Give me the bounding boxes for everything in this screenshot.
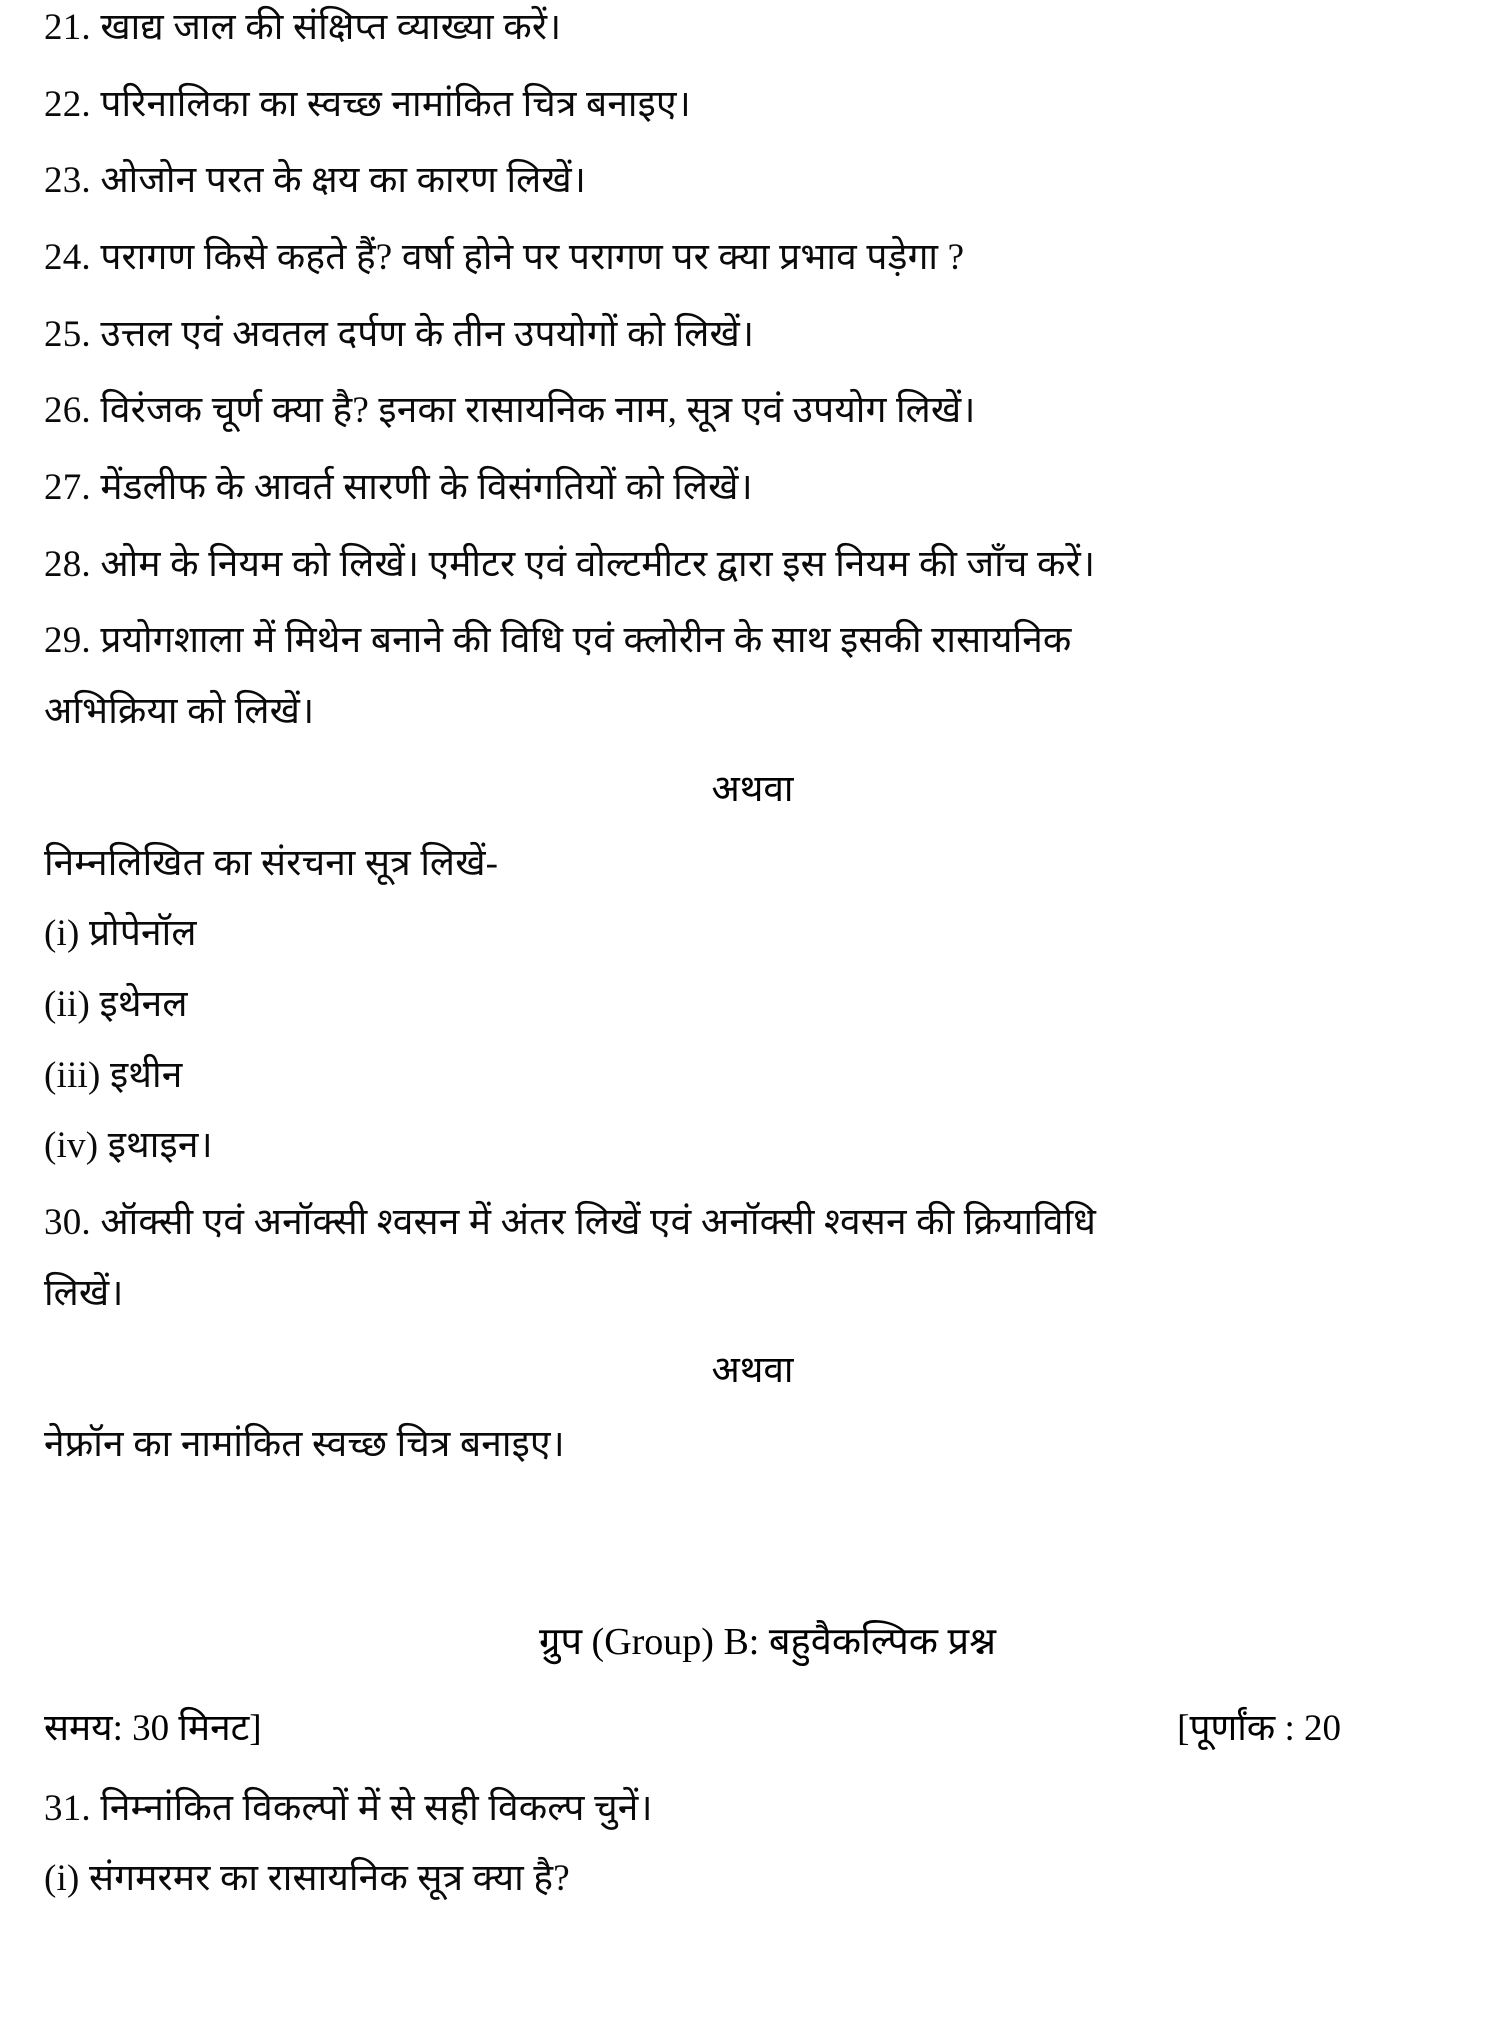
question-29-alt-item-iv <box>44 1124 1461 1168</box>
question-31 <box>44 1781 1461 1831</box>
question-number: 22. <box>44 83 91 125</box>
question-29-alt-item-iii <box>44 1054 1461 1098</box>
question-number: 24. <box>44 236 91 278</box>
question-number: 29. <box>44 620 91 662</box>
group-b-meta-row <box>44 1700 1461 1751</box>
question-31-sub-item-i <box>44 1857 1461 1901</box>
question-28 <box>44 537 1461 587</box>
question-number: 21. <box>44 7 91 48</box>
full-marks-label: [पूर्णांक : 20 <box>1177 1707 1341 1749</box>
alternative-separator-29: अथवा <box>711 768 794 810</box>
item-marker: (i) <box>44 913 80 955</box>
question-number: 26. <box>44 390 91 432</box>
question-30 <box>44 1195 1461 1245</box>
question-text-line-2: अभिक्रिया को लिखें। <box>44 690 315 732</box>
question-text: उत्तल एवं अवतल दर्पण के तीन उपयोगों को लिखें। <box>100 313 755 355</box>
question-text: ओजोन परत के क्षय का कारण लिखें। <box>100 160 587 202</box>
item-text: संगमरमर का रासायनिक सूत्र क्या है? <box>88 1858 570 1900</box>
question-30-alt-text: नेफ्रॉन का नामांकित स्वच्छ चित्र बनाइए। <box>44 1424 565 1466</box>
alternative-separator-30: अथवा <box>711 1350 794 1392</box>
question-text-line-1: प्रयोगशाला में मिथेन बनाने की विधि एवं क्लोरीन के साथ इसकी रासायनिक <box>100 620 1072 662</box>
question-text-line-2: लिखें। <box>44 1272 124 1314</box>
time-allotted-label: समय: 30 मिनट] <box>44 1707 262 1749</box>
question-22 <box>44 77 1461 127</box>
question-29-continuation <box>44 690 1461 734</box>
item-text: इथेनल <box>99 983 188 1025</box>
question-text: विरंजक चूर्ण क्या है? इनका रासायनिक नाम, सूत्र एवं उपयोग लिखें। <box>100 390 976 432</box>
item-marker: (iv) <box>44 1125 99 1167</box>
question-26 <box>44 383 1461 433</box>
question-text: परागण किसे कहते हैं? वर्षा होने पर परागण पर क्या प्रभाव पड़ेगा ? <box>100 236 965 278</box>
question-number: 30. <box>44 1201 91 1243</box>
item-text: प्रोपेनॉल <box>88 913 197 955</box>
question-29 <box>44 613 1461 663</box>
question-text: ओम के नियम को लिखें। एमीटर एवं वोल्टमीटर द्वारा इस नियम की जाँच करें। <box>100 543 1096 585</box>
question-text: मेंडलीफ के आवर्त सारणी के विसंगतियों को लिखें। <box>100 466 753 508</box>
item-marker: (ii) <box>44 983 91 1025</box>
item-text: इथाइन। <box>107 1125 213 1167</box>
question-27 <box>44 460 1461 510</box>
question-23 <box>44 153 1461 203</box>
item-marker: (i) <box>44 1858 80 1900</box>
question-number: 31. <box>44 1787 91 1829</box>
question-29-alt-item-i <box>44 912 1461 956</box>
group-b-header: ग्रुप (Group) B: बहुवैकल्पिक प्रश्न <box>539 1620 996 1663</box>
question-text: निम्नांकित विकल्पों में से सही विकल्प चुनें। <box>100 1787 653 1829</box>
item-text: इथीन <box>109 1054 183 1096</box>
question-30-continuation <box>44 1272 1461 1316</box>
question-24 <box>44 230 1461 280</box>
question-21 <box>44 0 1461 50</box>
question-text: खाद्य जाल की संक्षिप्त व्याख्या करें। <box>100 7 562 48</box>
question-25 <box>44 307 1461 357</box>
item-marker: (iii) <box>44 1054 101 1096</box>
question-number: 28. <box>44 543 91 585</box>
section-spacer <box>44 1494 1461 1614</box>
question-text-line-1: ऑक्सी एवं अनॉक्सी श्वसन में अंतर लिखें एवं अनॉक्सी श्वसन की क्रियाविधि <box>100 1201 1097 1243</box>
question-29-alt-prompt: निम्नलिखित का संरचना सूत्र लिखें- <box>44 842 499 884</box>
question-number: 27. <box>44 466 91 508</box>
question-number: 25. <box>44 313 91 355</box>
question-29-alt-item-ii <box>44 983 1461 1027</box>
question-text: परिनालिका का स्वच्छ नामांकित चित्र बनाइए। <box>100 83 691 125</box>
question-number: 23. <box>44 160 91 202</box>
